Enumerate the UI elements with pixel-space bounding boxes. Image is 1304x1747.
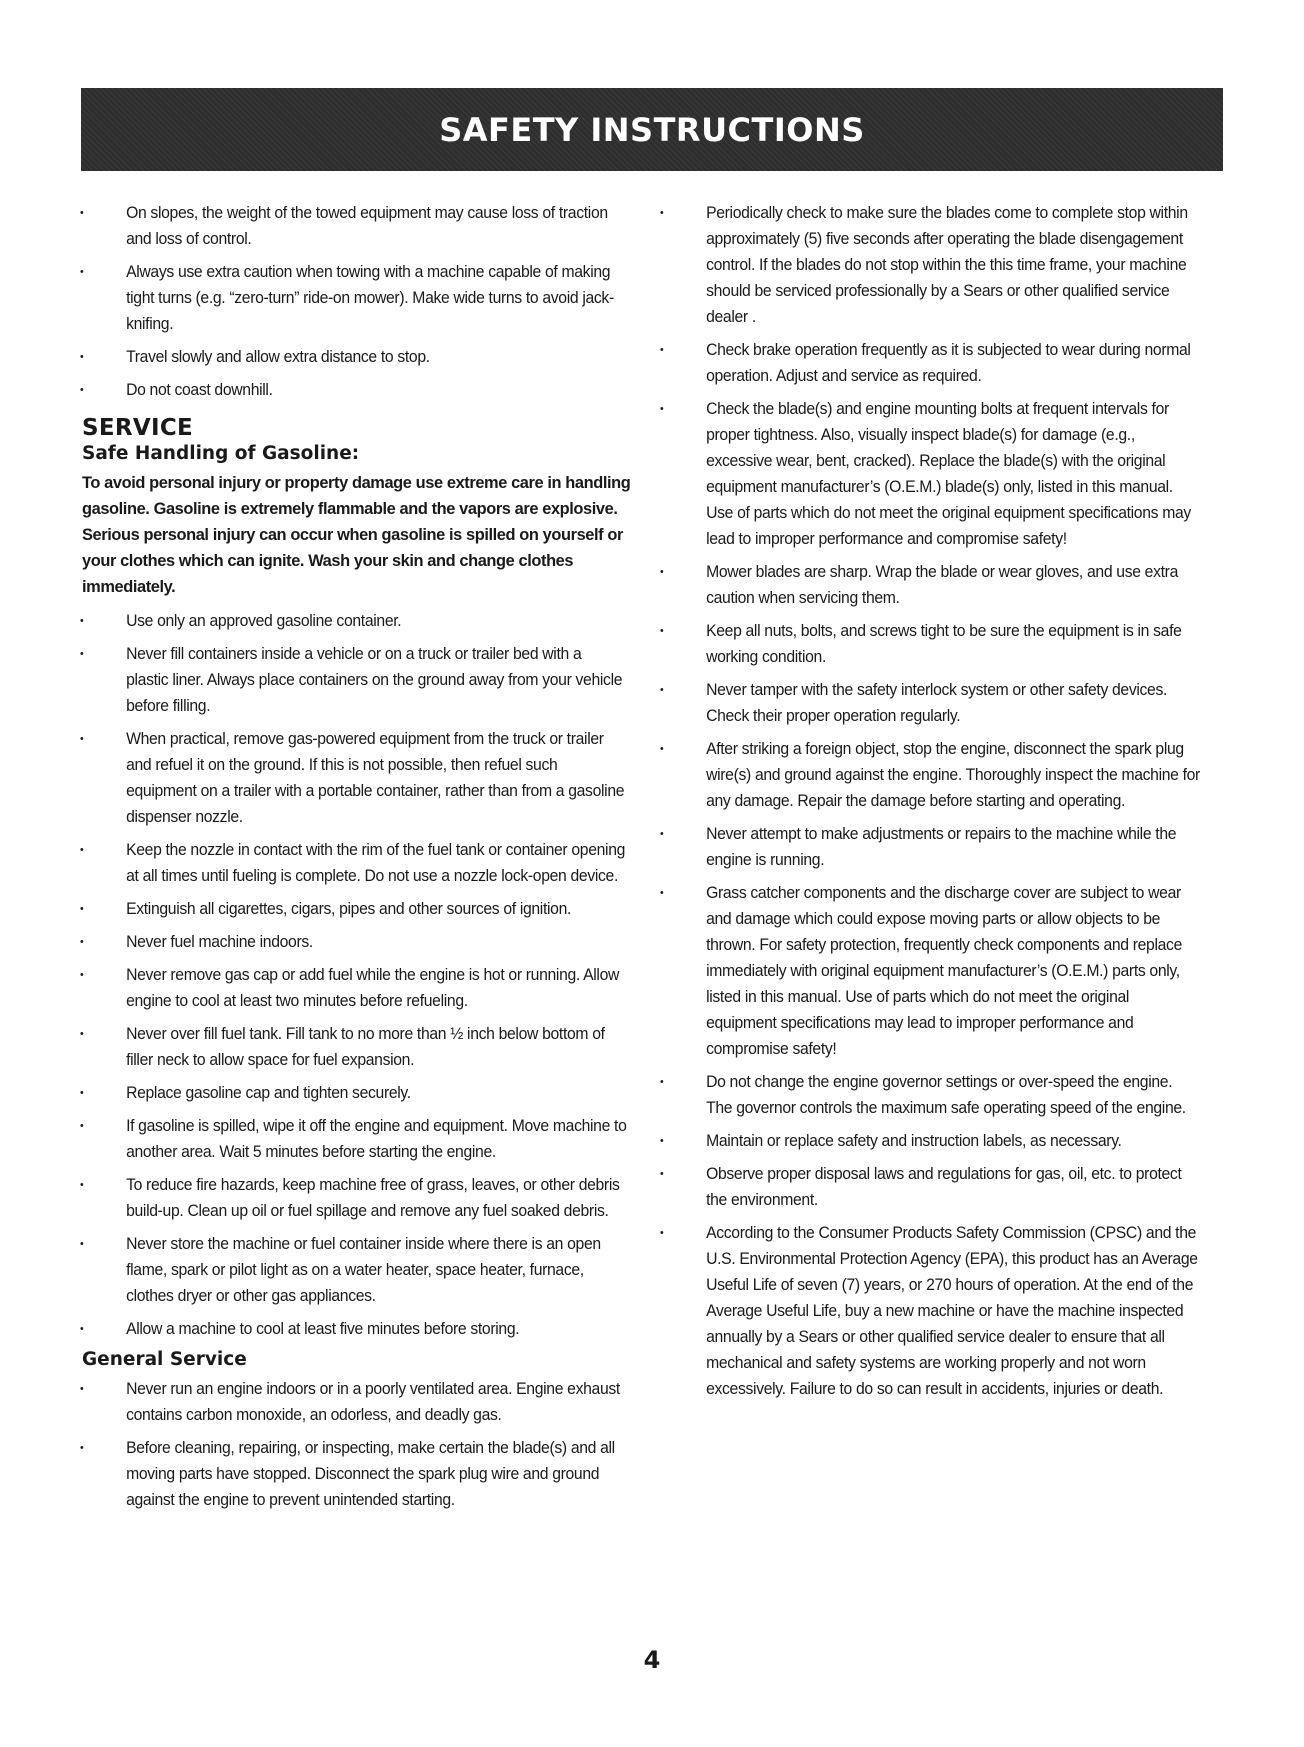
list-item: • Never store the machine or fuel container inside where there is an open flame, spark or pilot light as on a water heater, space heater, furnace, clothes dryer or other gas appliances. xyxy=(80,1231,627,1309)
general-service-heading: General Service xyxy=(82,1349,247,1370)
left-column xyxy=(80,200,650,1520)
list-item: • Observe proper disposal laws and regulations for gas, oil, etc. to protect the environment. xyxy=(660,1161,1201,1213)
list-item: • Before cleaning, repairing, or inspecting, make certain the blade(s) and all moving parts have stopped. Disconnect the spark plug wire and ground against the engine to prevent unintended starting. xyxy=(80,1435,627,1513)
list-item: • Replace gasoline cap and tighten securely. xyxy=(80,1080,627,1106)
general-service-list xyxy=(80,1376,650,1513)
gasoline-warning: To avoid personal injury or property damage use extreme care in handling gasoline. Gasoline is extremely flammable and the vapors are explosive. Serious personal injury can occur when gasoline is spilled on yourself or your clothes which can ignite. Wash your skin and change clothes immediately. xyxy=(82,474,631,596)
list-item: • Never run an engine indoors or in a poorly ventilated area. Engine exhaust contains carbon monoxide, an odorless, and deadly gas. xyxy=(80,1376,627,1428)
list-item: • Periodically check to make sure the blades come to complete stop within approximately (5) five seconds after operating the blade disengagement control. If the blades do not stop within the this time frame, your machine should be serviced professionally by a Sears or other qualified service dealer . xyxy=(660,200,1201,330)
list-item: • Always use extra caution when towing with a machine capable of making tight turns (e.g. “zero-turn” ride-on mower). Make wide turns to avoid jack-knifing. xyxy=(80,259,627,337)
list-item: • Allow a machine to cool at least five minutes before storing. xyxy=(80,1316,627,1342)
list-item: • Grass catcher components and the discharge cover are subject to wear and damage which could expose moving parts or allow objects to be thrown. For safety protection, frequently check components and replace immediately with original equipment manufacturer’s (O.E.M.) parts only, listed in this manual. Use of parts which do not meet the original equipment specifications may lead to improper performance and compromise safety! xyxy=(660,880,1201,1062)
list-item: • Use only an approved gasoline container. xyxy=(80,608,627,634)
list-item: • After striking a foreign object, stop the engine, disconnect the spark plug wire(s) and ground against the engine. Thoroughly inspect the machine for any damage. Repair the damage before starting and operating. xyxy=(660,736,1201,814)
list-item: • Do not coast downhill. xyxy=(80,377,627,403)
list-item: • When practical, remove gas-powered equipment from the truck or trailer and refuel it on the ground. If this is not possible, then refuel such equipment on a trailer with a portable container, rather than from a gasoline dispenser nozzle. xyxy=(80,726,627,830)
service-heading: SERVICE xyxy=(82,415,194,441)
header-banner xyxy=(81,88,1223,171)
intro-list xyxy=(80,200,650,403)
list-item: • Do not change the engine governor settings or over-speed the engine. The governor controls the maximum safe operating speed of the engine. xyxy=(660,1069,1201,1121)
list-item: • Never tamper with the safety interlock system or other safety devices. Check their proper operation regularly. xyxy=(660,677,1201,729)
page-number: 4 xyxy=(643,1646,661,1674)
list-item: • To reduce fire hazards, keep machine free of grass, leaves, or other debris build-up. Clean up oil or fuel spillage and remove any fuel soaked debris. xyxy=(80,1172,627,1224)
list-item: • According to the Consumer Products Safety Commission (CPSC) and the U.S. Environmental Protection Agency (EPA), this product has an Average Useful Life of seven (7) years, or 270 hours of operation. At the end of the Average Useful Life, buy a new machine or have the machine inspected annually by a Sears or other qualified service dealer to ensure that all mechanical and safety systems are working properly and not worn excessively. Failure to do so can result in accidents, injuries or death. xyxy=(660,1220,1201,1402)
list-item: • Never fuel machine indoors. xyxy=(80,929,627,955)
page-title: SAFETY INSTRUCTIONS xyxy=(439,110,865,149)
list-item: • Travel slowly and allow extra distance to stop. xyxy=(80,344,627,370)
list-item: • Extinguish all cigarettes, cigars, pipes and other sources of ignition. xyxy=(80,896,627,922)
list-item: • Maintain or replace safety and instruction labels, as necessary. xyxy=(660,1128,1201,1154)
list-item: • Mower blades are sharp. Wrap the blade or wear gloves, and use extra caution when servicing them. xyxy=(660,559,1201,611)
list-item: • Check brake operation frequently as it is subjected to wear during normal operation. Adjust and service as required. xyxy=(660,337,1201,389)
gasoline-list xyxy=(80,608,650,1342)
gasoline-heading: Safe Handling of Gasoline: xyxy=(82,443,360,464)
list-item: • Never remove gas cap or add fuel while the engine is hot or running. Allow engine to cool at least two minutes before refueling. xyxy=(80,962,627,1014)
list-item: • Keep all nuts, bolts, and screws tight to be sure the equipment is in safe working condition. xyxy=(660,618,1201,670)
service-list xyxy=(660,200,1224,1402)
right-column xyxy=(660,200,1224,1409)
list-item: • Never fill containers inside a vehicle or on a truck or trailer bed with a plastic liner. Always place containers on the ground away from your vehicle before filling. xyxy=(80,641,627,719)
list-item: • Check the blade(s) and engine mounting bolts at frequent intervals for proper tightness. Also, visually inspect blade(s) for damage (e.g., excessive wear, bent, cracked). Replace the blade(s) with the original equipment manufacturer’s (O.E.M.) blade(s) only, listed in this manual. Use of parts which do not meet the original equipment specifications may lead to improper performance and compromise safety! xyxy=(660,396,1201,552)
list-item: • Never over fill fuel tank. Fill tank to no more than ½ inch below bottom of filler neck to allow space for fuel expansion. xyxy=(80,1021,627,1073)
list-item: • On slopes, the weight of the towed equipment may cause loss of traction and loss of control. xyxy=(80,200,627,252)
list-item: • Never attempt to make adjustments or repairs to the machine while the engine is running. xyxy=(660,821,1201,873)
list-item: • If gasoline is spilled, wipe it off the engine and equipment. Move machine to another area. Wait 5 minutes before starting the engine. xyxy=(80,1113,627,1165)
list-item: • Keep the nozzle in contact with the rim of the fuel tank or container opening at all times until fueling is complete. Do not use a nozzle lock-open device. xyxy=(80,837,627,889)
